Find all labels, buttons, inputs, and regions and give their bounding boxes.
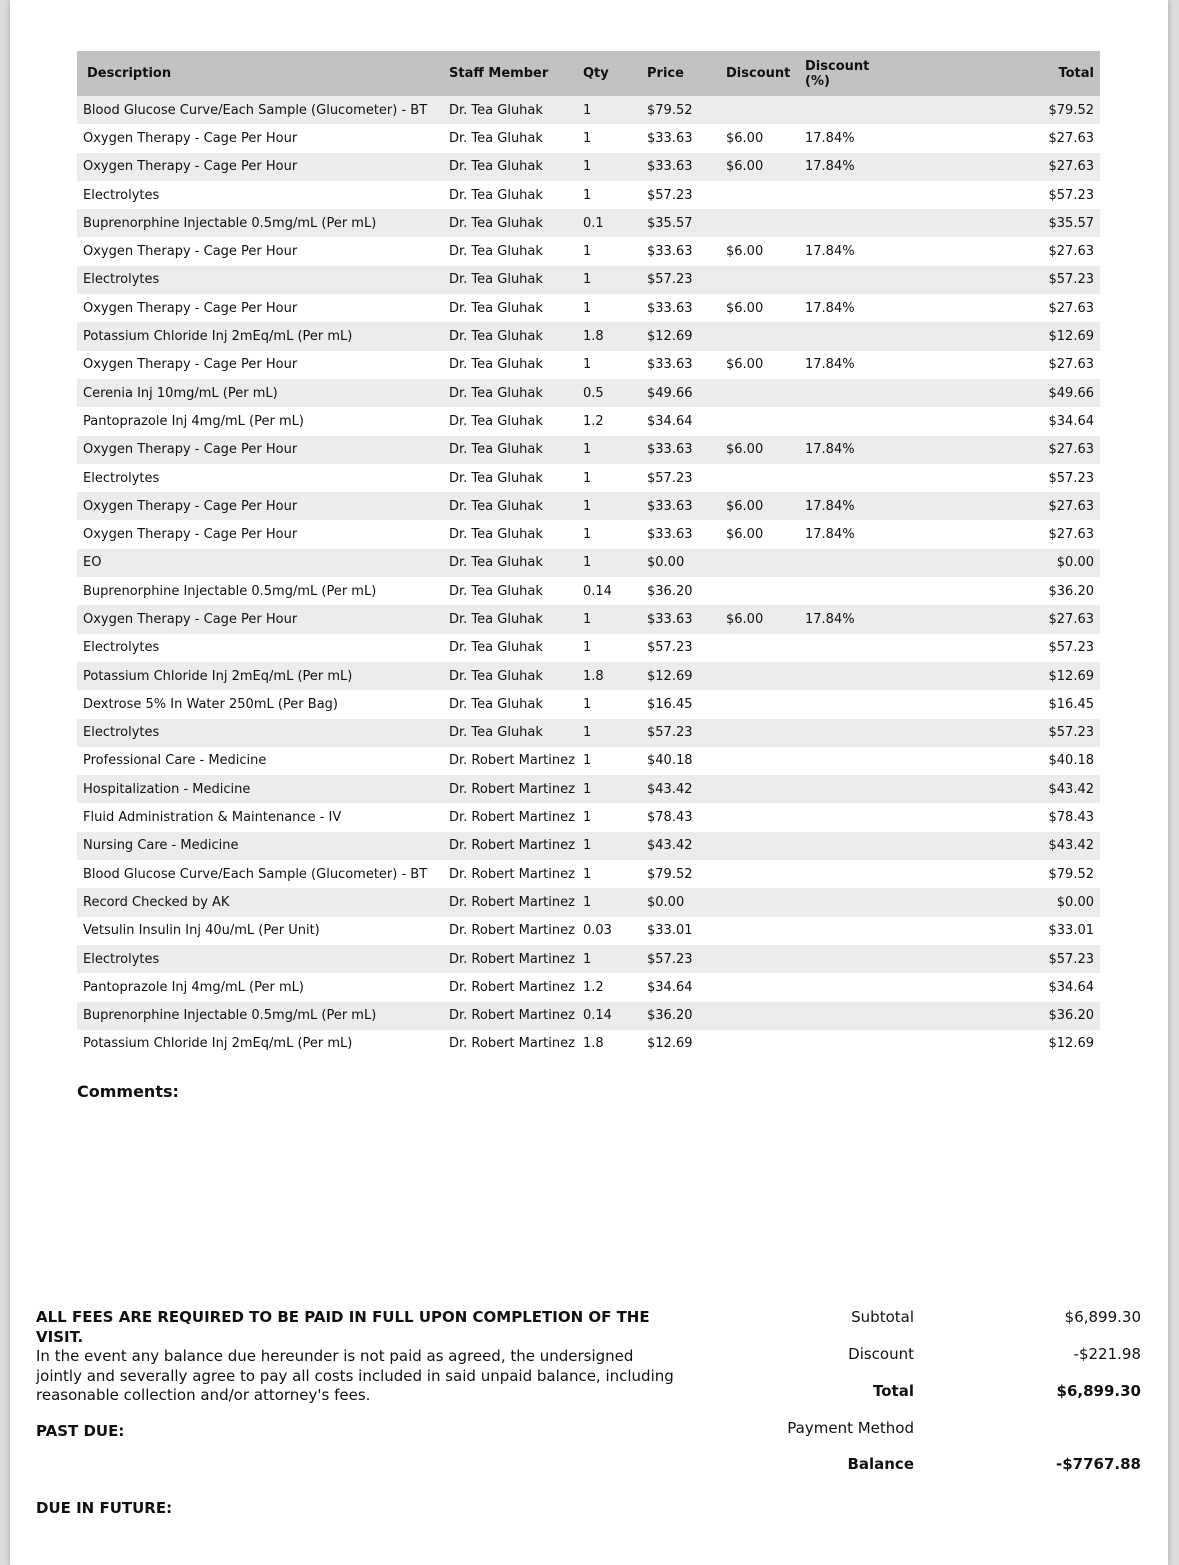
cell-qty: 1 xyxy=(583,244,592,260)
cell-description: Electrolytes xyxy=(83,470,160,486)
balance-label: Balance xyxy=(847,1455,914,1473)
table-row xyxy=(77,520,1100,548)
cell-staff: Dr. Robert Martinez xyxy=(443,888,577,916)
cell-discount-pct xyxy=(799,1002,872,1030)
col-header-description: Description xyxy=(77,51,443,96)
cell-qty: 0.03 xyxy=(583,923,612,939)
table-row xyxy=(77,181,1100,209)
cell-total: $36.20 xyxy=(872,1002,1100,1030)
col-header-staff: Staff Member xyxy=(443,51,577,96)
cell-price: $16.45 xyxy=(647,696,693,712)
cell-price: $34.64 xyxy=(647,413,693,429)
cell-staff: Dr. Tea Gluhak xyxy=(443,322,577,350)
cell-total: $57.23 xyxy=(1048,640,1094,656)
cell-qty: 1.2 xyxy=(583,979,604,995)
cell-discount-pct xyxy=(799,690,872,718)
cell-qty: 1 xyxy=(577,605,641,633)
cell-qty: 1.2 xyxy=(583,413,604,429)
table-row xyxy=(77,577,1100,605)
cell-total: $40.18 xyxy=(1048,753,1094,769)
cell-qty: 0.14 xyxy=(577,1002,641,1030)
table-row xyxy=(77,322,1100,350)
cell-qty: 1 xyxy=(583,187,592,203)
cell-discount-pct xyxy=(799,634,872,662)
cell-discount xyxy=(720,719,799,747)
cell-discount xyxy=(720,549,799,577)
line-items-table xyxy=(77,51,1100,1058)
cell-qty: 1 xyxy=(583,640,592,656)
cell-total: $12.69 xyxy=(872,322,1100,350)
subtotal-label: Subtotal xyxy=(851,1308,914,1326)
table-row xyxy=(77,549,1100,577)
cell-staff: Dr. Tea Gluhak xyxy=(449,583,543,599)
cell-total: $27.63 xyxy=(872,492,1100,520)
cell-discount xyxy=(720,407,799,435)
cell-total: $34.64 xyxy=(1048,979,1094,995)
cell-description: Oxygen Therapy - Cage Per Hour xyxy=(77,605,443,633)
cell-discount xyxy=(720,266,799,294)
cell-staff: Dr. Robert Martinez xyxy=(449,810,575,826)
cell-discount xyxy=(720,747,799,775)
cell-price: $49.66 xyxy=(641,379,720,407)
cell-price: $79.52 xyxy=(641,96,720,124)
cell-total: $0.00 xyxy=(872,888,1100,916)
cell-total: $27.63 xyxy=(872,153,1100,181)
cell-description: Oxygen Therapy - Cage Per Hour xyxy=(77,153,443,181)
cell-discount-pct xyxy=(799,379,872,407)
cell-total: $16.45 xyxy=(1048,696,1094,712)
cell-description: Buprenorphine Injectable 0.5mg/mL (Per mL) xyxy=(83,583,377,599)
cell-discount xyxy=(720,1002,799,1030)
cell-price: $57.23 xyxy=(647,640,693,656)
cell-description: Dextrose 5% In Water 250mL (Per Bag) xyxy=(83,696,338,712)
cell-discount-pct xyxy=(799,747,872,775)
cell-price: $43.42 xyxy=(641,832,720,860)
cell-qty: 1.8 xyxy=(577,662,641,690)
cell-staff: Dr. Tea Gluhak xyxy=(443,96,577,124)
cell-staff: Dr. Robert Martinez xyxy=(449,866,575,882)
cell-discount xyxy=(720,803,799,831)
table-row xyxy=(77,407,1100,435)
cell-discount xyxy=(720,945,799,973)
cell-total: $43.42 xyxy=(872,775,1100,803)
cell-price: $12.69 xyxy=(641,662,720,690)
table-row xyxy=(77,209,1100,237)
cell-staff: Dr. Robert Martinez xyxy=(443,1002,577,1030)
cell-discount-pct xyxy=(799,96,872,124)
cell-description: Oxygen Therapy - Cage Per Hour xyxy=(77,436,443,464)
cell-description: Fluid Administration & Maintenance - IV xyxy=(83,810,342,826)
cell-price: $33.63 xyxy=(647,244,693,260)
discount-label: Discount xyxy=(848,1345,914,1363)
cell-total: $27.63 xyxy=(1048,527,1094,543)
cell-qty: 0.1 xyxy=(577,209,641,237)
cell-description: Professional Care - Medicine xyxy=(83,753,267,769)
cell-discount xyxy=(720,917,799,945)
cell-qty: 1 xyxy=(583,527,592,543)
table-row xyxy=(77,662,1100,690)
cell-price: $57.23 xyxy=(641,719,720,747)
cell-description: Record Checked by AK xyxy=(77,888,443,916)
cell-discount-pct: 17.84% xyxy=(805,527,855,543)
cell-discount: $6.00 xyxy=(726,527,764,543)
cell-discount-pct xyxy=(799,888,872,916)
cell-staff: Dr. Tea Gluhak xyxy=(443,719,577,747)
cell-qty: 1 xyxy=(583,300,592,316)
cell-qty: 1 xyxy=(583,753,592,769)
table-row xyxy=(77,888,1100,916)
cell-description: Pantoprazole Inj 4mg/mL (Per mL) xyxy=(83,413,304,429)
cell-total: $49.66 xyxy=(872,379,1100,407)
table-row xyxy=(77,634,1100,662)
cell-total: $27.63 xyxy=(872,605,1100,633)
cell-price: $33.63 xyxy=(647,527,693,543)
cell-staff: Dr. Tea Gluhak xyxy=(443,153,577,181)
cell-description: Oxygen Therapy - Cage Per Hour xyxy=(83,527,298,543)
cell-qty: 1 xyxy=(577,832,641,860)
cell-staff: Dr. Robert Martinez xyxy=(443,832,577,860)
cell-description: Nursing Care - Medicine xyxy=(77,832,443,860)
cell-qty: 1 xyxy=(577,549,641,577)
cell-price: $57.23 xyxy=(647,187,693,203)
cell-staff: Dr. Tea Gluhak xyxy=(449,413,543,429)
cell-total: $57.23 xyxy=(1048,470,1094,486)
cell-description: Oxygen Therapy - Cage Per Hour xyxy=(83,300,298,316)
cell-discount-pct xyxy=(799,577,872,605)
cell-qty: 1 xyxy=(577,492,641,520)
cell-total: $35.57 xyxy=(872,209,1100,237)
cell-price: $57.23 xyxy=(647,470,693,486)
cell-total: $33.01 xyxy=(1048,923,1094,939)
cell-total: $43.42 xyxy=(872,832,1100,860)
cell-qty: 1 xyxy=(583,696,592,712)
cell-description: Oxygen Therapy - Cage Per Hour xyxy=(77,492,443,520)
cell-price: $43.42 xyxy=(641,775,720,803)
cell-staff: Dr. Tea Gluhak xyxy=(443,379,577,407)
cell-total: $12.69 xyxy=(1048,1036,1094,1052)
table-row xyxy=(77,153,1100,181)
cell-description: Potassium Chloride Inj 2mEq/mL (Per mL) xyxy=(83,1036,353,1052)
cell-price: $40.18 xyxy=(647,753,693,769)
cell-price: $57.23 xyxy=(641,266,720,294)
cell-description: Blood Glucose Curve/Each Sample (Glucometer) - BT xyxy=(83,866,428,882)
cell-total: $12.69 xyxy=(872,662,1100,690)
table-row xyxy=(77,96,1100,124)
cell-discount-pct: 17.84% xyxy=(799,605,872,633)
cell-discount-pct xyxy=(799,832,872,860)
notice-text: In the event any balance due hereunder is not paid as agreed, the undersigned jointly and severally agree to pay all costs included in said unpaid balance, including reasonable collection and/or attorney's fees. xyxy=(36,1347,674,1404)
cell-price: $33.63 xyxy=(641,492,720,520)
cell-discount-pct xyxy=(799,775,872,803)
cell-staff: Dr. Tea Gluhak xyxy=(449,187,543,203)
table-row xyxy=(77,237,1100,265)
due-future-label: DUE IN FUTURE: xyxy=(36,1499,173,1517)
discount-value: -$221.98 xyxy=(1073,1345,1141,1363)
cell-price: $33.63 xyxy=(641,153,720,181)
cell-total: $27.63 xyxy=(1048,357,1094,373)
col-header-total: Total xyxy=(872,51,1100,96)
table-row xyxy=(77,605,1100,633)
cell-discount-pct: 17.84% xyxy=(805,357,855,373)
col-header-price: Price xyxy=(641,51,720,96)
col-header-qty: Qty xyxy=(577,51,641,96)
subtotal-value: $6,899.30 xyxy=(1064,1308,1141,1326)
cell-qty: 1 xyxy=(577,266,641,294)
table-row xyxy=(77,1030,1100,1058)
cell-qty: 1 xyxy=(577,888,641,916)
cell-description: EO xyxy=(77,549,443,577)
cell-price: $33.63 xyxy=(647,130,693,146)
cell-discount: $6.00 xyxy=(726,300,764,316)
past-due-label: PAST DUE: xyxy=(36,1422,125,1440)
cell-description: Oxygen Therapy - Cage Per Hour xyxy=(83,244,298,260)
cell-staff: Dr. Tea Gluhak xyxy=(449,696,543,712)
cell-discount xyxy=(720,322,799,350)
cell-discount: $6.00 xyxy=(726,130,764,146)
cell-discount-pct: 17.84% xyxy=(799,153,872,181)
cell-price: $79.52 xyxy=(647,866,693,882)
cell-discount: $6.00 xyxy=(720,436,799,464)
cell-staff: Dr. Tea Gluhak xyxy=(443,436,577,464)
cell-price: $33.63 xyxy=(641,605,720,633)
cell-qty: 1 xyxy=(577,436,641,464)
cell-discount-pct: 17.84% xyxy=(805,130,855,146)
cell-staff: Dr. Tea Gluhak xyxy=(443,549,577,577)
table-row xyxy=(77,973,1100,1001)
cell-description: Buprenorphine Injectable 0.5mg/mL (Per mL) xyxy=(77,209,443,237)
cell-discount-pct xyxy=(799,464,872,492)
total-label: Total xyxy=(873,1382,914,1400)
table-row xyxy=(77,690,1100,718)
cell-price: $12.69 xyxy=(641,322,720,350)
cell-total: $57.23 xyxy=(872,266,1100,294)
cell-description: Electrolytes xyxy=(83,640,160,656)
notice-heading: ALL FEES ARE REQUIRED TO BE PAID IN FULL UPON COMPLETION OF THE VISIT. xyxy=(36,1308,650,1346)
cell-discount xyxy=(720,181,799,209)
cell-description: Oxygen Therapy - Cage Per Hour xyxy=(83,130,298,146)
table-row xyxy=(77,832,1100,860)
table-row xyxy=(77,294,1100,322)
table-row xyxy=(77,464,1100,492)
cell-price: $33.63 xyxy=(647,357,693,373)
total-value: $6,899.30 xyxy=(1056,1382,1141,1400)
cell-discount xyxy=(720,775,799,803)
cell-discount xyxy=(720,464,799,492)
cell-qty: 1 xyxy=(583,130,592,146)
cell-staff: Dr. Tea Gluhak xyxy=(443,492,577,520)
table-row xyxy=(77,945,1100,973)
cell-staff: Dr. Tea Gluhak xyxy=(443,266,577,294)
cell-price: $34.64 xyxy=(647,979,693,995)
cell-staff: Dr. Tea Gluhak xyxy=(449,640,543,656)
cell-description: Potassium Chloride Inj 2mEq/mL (Per mL) xyxy=(77,662,443,690)
table-header-row xyxy=(77,51,1100,96)
cell-discount-pct xyxy=(799,719,872,747)
cell-total: $27.63 xyxy=(872,436,1100,464)
cell-staff: Dr. Robert Martinez xyxy=(449,979,575,995)
cell-total: $27.63 xyxy=(1048,244,1094,260)
cell-price: $36.20 xyxy=(641,1002,720,1030)
cell-total: $27.63 xyxy=(1048,130,1094,146)
table-row xyxy=(77,266,1100,294)
cell-total: $57.23 xyxy=(872,945,1100,973)
cell-discount xyxy=(720,634,799,662)
cell-qty: 1.8 xyxy=(577,322,641,350)
cell-staff: Dr. Robert Martinez xyxy=(449,1036,575,1052)
cell-total: $79.52 xyxy=(872,96,1100,124)
cell-total: $27.63 xyxy=(1048,300,1094,316)
cell-discount-pct: 17.84% xyxy=(799,492,872,520)
cell-total: $0.00 xyxy=(872,549,1100,577)
cell-qty: 0.5 xyxy=(577,379,641,407)
cell-staff: Dr. Tea Gluhak xyxy=(449,527,543,543)
cell-discount-pct xyxy=(799,181,872,209)
table-row xyxy=(77,492,1100,520)
cell-discount xyxy=(720,690,799,718)
cell-qty: 1 xyxy=(583,470,592,486)
cell-discount-pct xyxy=(799,803,872,831)
cell-qty: 1 xyxy=(577,153,641,181)
cell-price: $0.00 xyxy=(641,549,720,577)
cell-discount-pct: 17.84% xyxy=(805,300,855,316)
cell-discount: $6.00 xyxy=(726,357,764,373)
cell-discount xyxy=(720,379,799,407)
cell-price: $57.23 xyxy=(641,945,720,973)
cell-staff: Dr. Tea Gluhak xyxy=(449,130,543,146)
table-body xyxy=(77,96,1100,1058)
table-row xyxy=(77,917,1100,945)
cell-staff: Dr. Robert Martinez xyxy=(449,753,575,769)
cell-description: Electrolytes xyxy=(83,187,160,203)
cell-discount-pct xyxy=(799,209,872,237)
cell-discount xyxy=(720,577,799,605)
cell-qty: 0.14 xyxy=(583,583,612,599)
table-row xyxy=(77,803,1100,831)
cell-description: Hospitalization - Medicine xyxy=(77,775,443,803)
table-row xyxy=(77,719,1100,747)
cell-discount: $6.00 xyxy=(726,244,764,260)
cell-description: Electrolytes xyxy=(77,719,443,747)
cell-price: $33.63 xyxy=(641,436,720,464)
balance-value: -$7767.88 xyxy=(1056,1455,1141,1473)
cell-staff: Dr. Tea Gluhak xyxy=(443,605,577,633)
cell-qty: 1 xyxy=(577,96,641,124)
table-row xyxy=(77,747,1100,775)
cell-discount-pct: 17.84% xyxy=(799,436,872,464)
cell-discount xyxy=(720,860,799,888)
cell-discount xyxy=(720,662,799,690)
cell-price: $33.63 xyxy=(647,300,693,316)
cell-staff: Dr. Tea Gluhak xyxy=(443,662,577,690)
comments-label: Comments: xyxy=(77,1082,179,1101)
cell-description: Potassium Chloride Inj 2mEq/mL (Per mL) xyxy=(77,322,443,350)
cell-price: $78.43 xyxy=(647,810,693,826)
cell-discount xyxy=(720,209,799,237)
cell-description: Buprenorphine Injectable 0.5mg/mL (Per mL) xyxy=(77,1002,443,1030)
cell-discount-pct xyxy=(799,549,872,577)
cell-discount-pct: 17.84% xyxy=(805,244,855,260)
cell-staff: Dr. Tea Gluhak xyxy=(443,209,577,237)
cell-staff: Dr. Robert Martinez xyxy=(443,775,577,803)
payment-notice xyxy=(36,1308,676,1406)
cell-qty: 1 xyxy=(577,775,641,803)
cell-discount-pct xyxy=(799,322,872,350)
cell-discount xyxy=(720,832,799,860)
cell-discount-pct xyxy=(799,1030,872,1058)
cell-discount: $6.00 xyxy=(720,153,799,181)
cell-discount-pct xyxy=(799,860,872,888)
cell-total: $78.43 xyxy=(1048,810,1094,826)
col-header-discount-pct: Discount (%) xyxy=(799,51,872,96)
cell-total: $34.64 xyxy=(1048,413,1094,429)
table-row xyxy=(77,775,1100,803)
table-row xyxy=(77,860,1100,888)
cell-discount-pct xyxy=(799,662,872,690)
cell-qty: 1 xyxy=(583,866,592,882)
cell-discount xyxy=(720,1030,799,1058)
cell-total: $79.52 xyxy=(1048,866,1094,882)
cell-discount-pct xyxy=(799,917,872,945)
cell-price: $36.20 xyxy=(647,583,693,599)
cell-description: Cerenia Inj 10mg/mL (Per mL) xyxy=(77,379,443,407)
cell-qty: 1 xyxy=(577,719,641,747)
cell-description: Oxygen Therapy - Cage Per Hour xyxy=(83,357,298,373)
cell-description: Electrolytes xyxy=(77,945,443,973)
table-row xyxy=(77,436,1100,464)
table-row xyxy=(77,1002,1100,1030)
cell-staff: Dr. Tea Gluhak xyxy=(449,300,543,316)
payment-method-label: Payment Method xyxy=(787,1419,914,1437)
cell-total: $57.23 xyxy=(1048,187,1094,203)
cell-total: $36.20 xyxy=(1048,583,1094,599)
cell-discount xyxy=(720,96,799,124)
cell-qty: 1 xyxy=(577,945,641,973)
cell-staff: Dr. Robert Martinez xyxy=(449,923,575,939)
cell-price: $12.69 xyxy=(647,1036,693,1052)
cell-total: $57.23 xyxy=(872,719,1100,747)
cell-discount xyxy=(720,888,799,916)
cell-qty: 1 xyxy=(583,810,592,826)
table-row xyxy=(77,351,1100,379)
table-row xyxy=(77,124,1100,152)
cell-staff: Dr. Robert Martinez xyxy=(443,945,577,973)
cell-discount-pct xyxy=(799,266,872,294)
table-row xyxy=(77,379,1100,407)
cell-staff: Dr. Tea Gluhak xyxy=(449,470,543,486)
cell-discount: $6.00 xyxy=(720,605,799,633)
cell-description: Blood Glucose Curve/Each Sample (Glucometer) - BT xyxy=(77,96,443,124)
cell-discount: $6.00 xyxy=(720,492,799,520)
cell-description: Vetsulin Insulin Inj 40u/mL (Per Unit) xyxy=(83,923,320,939)
cell-qty: 1 xyxy=(583,357,592,373)
cell-discount-pct xyxy=(799,945,872,973)
cell-description: Electrolytes xyxy=(77,266,443,294)
invoice-page xyxy=(10,0,1168,1565)
cell-price: $33.01 xyxy=(647,923,693,939)
cell-discount-pct xyxy=(799,973,872,1001)
cell-description: Pantoprazole Inj 4mg/mL (Per mL) xyxy=(83,979,304,995)
cell-staff: Dr. Tea Gluhak xyxy=(449,357,543,373)
col-header-discount: Discount xyxy=(720,51,799,96)
cell-price: $0.00 xyxy=(641,888,720,916)
cell-staff: Dr. Tea Gluhak xyxy=(449,244,543,260)
cell-qty: 1.8 xyxy=(583,1036,604,1052)
cell-discount-pct xyxy=(799,407,872,435)
cell-discount xyxy=(720,973,799,1001)
cell-price: $35.57 xyxy=(641,209,720,237)
